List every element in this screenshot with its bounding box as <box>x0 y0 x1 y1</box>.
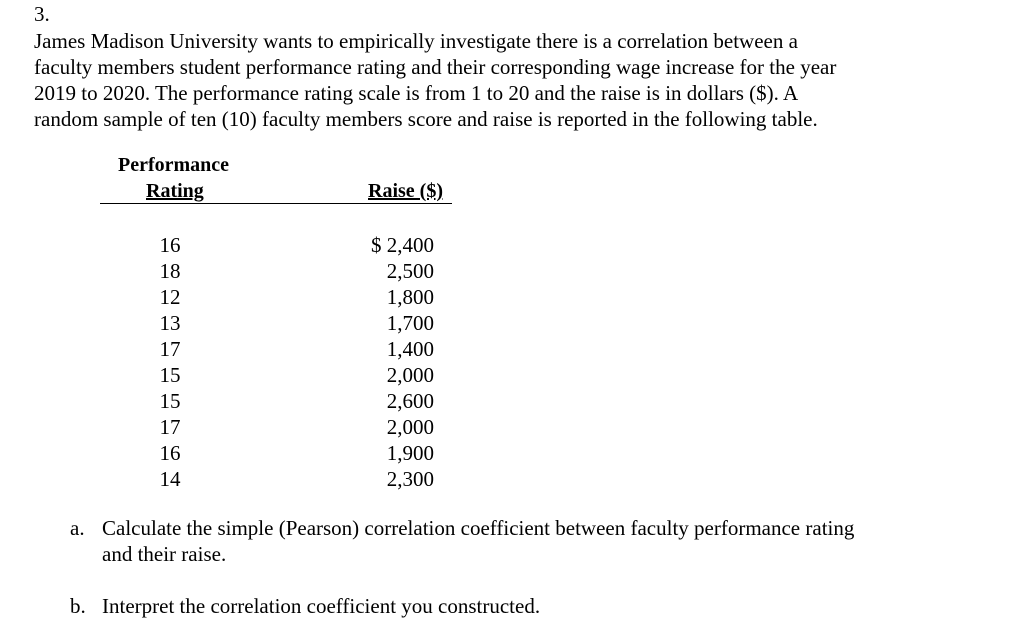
raise-cell: 2,600 <box>386 389 434 413</box>
part-text <box>102 515 922 567</box>
rating-cell: 15 <box>159 363 181 387</box>
intro-line: faculty members student performance rating and their corresponding wage increase for the year <box>34 55 837 79</box>
header-divider <box>100 203 452 204</box>
rating-cell: 16 <box>159 233 181 257</box>
header-rating-line2: Rating <box>146 180 204 202</box>
rating-cell: 17 <box>159 415 181 439</box>
rating-cell: 12 <box>159 285 181 309</box>
question-part-a <box>70 515 930 567</box>
question-intro <box>34 28 914 132</box>
raise-cell: 2,500 <box>386 259 434 283</box>
question-part-b <box>70 593 930 619</box>
raise-cell: 1,400 <box>386 337 434 361</box>
part-line: and their raise. <box>102 542 227 566</box>
question-number: 3. <box>34 2 50 26</box>
rating-column <box>150 232 190 492</box>
part-letter: b. <box>70 594 86 618</box>
rating-cell: 15 <box>159 389 181 413</box>
header-rating-line1: Performance <box>118 154 230 176</box>
raise-cell: $ 2,400 <box>371 233 434 257</box>
part-line: Interpret the correlation coefficient you constructed. <box>102 594 541 618</box>
intro-line: random sample of ten (10) faculty members score and raise is reported in the following table. <box>34 107 818 131</box>
raise-column <box>350 232 434 492</box>
part-line: Calculate the simple (Pearson) correlation coefficient between faculty performance rating <box>102 516 855 540</box>
part-text <box>102 593 922 619</box>
rating-cell: 18 <box>159 259 181 283</box>
intro-line: 2019 to 2020. The performance rating scale is from 1 to 20 and the raise is in dollars ($). A <box>34 81 799 105</box>
rating-cell: 14 <box>159 467 181 491</box>
raise-cell: 1,700 <box>386 311 434 335</box>
intro-line: James Madison University wants to empirically investigate there is a correlation between a <box>34 29 798 53</box>
header-raise: Raise ($) <box>368 180 443 202</box>
part-letter: a. <box>70 516 85 540</box>
rating-cell: 16 <box>159 441 181 465</box>
raise-cell: 2,300 <box>386 467 434 491</box>
raise-cell: 1,900 <box>386 441 434 465</box>
raise-cell: 1,800 <box>386 285 434 309</box>
raise-cell: 2,000 <box>386 415 434 439</box>
rating-cell: 13 <box>159 311 181 335</box>
raise-cell: 2,000 <box>386 363 434 387</box>
rating-cell: 17 <box>159 337 181 361</box>
